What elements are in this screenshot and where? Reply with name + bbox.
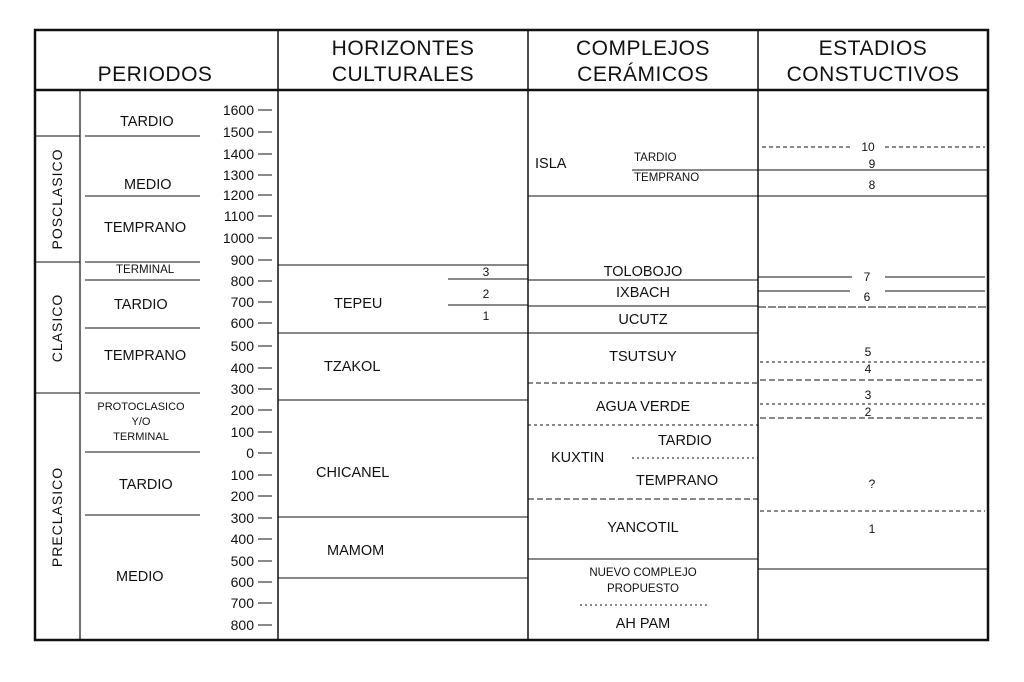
stage-6: 6	[863, 290, 871, 304]
header-complejos-line-2: CERÁMICOS	[577, 63, 709, 87]
subperiod-preclasico-medio: MEDIO	[116, 569, 164, 585]
tepeu-phase-1: 1	[482, 309, 490, 323]
timeline-label: 600	[230, 315, 254, 331]
complex-ucutz: UCUTZ	[618, 312, 668, 328]
complex-nuevo-line-2: PROPUESTO	[607, 583, 679, 596]
timeline-label: 700	[230, 294, 254, 310]
timeline-label: 700	[230, 595, 254, 611]
stage-5: 5	[864, 345, 872, 359]
subperiod-protoclasico	[86, 400, 196, 445]
timeline-label: 600	[230, 574, 254, 590]
timeline-label: 300	[230, 381, 254, 397]
subperiod-posclasico-medio: MEDIO	[124, 177, 172, 193]
complex-ah-pam: AH PAM	[615, 616, 671, 632]
timeline-label: 500	[230, 338, 254, 354]
period-preclasico: PRECLASICO	[49, 466, 65, 568]
period-clasico: CLASICO	[49, 293, 65, 363]
timeline-label: 1500	[222, 124, 254, 140]
timeline-label: 1300	[222, 167, 254, 183]
subperiod-protoclasico-line-2: Y/O	[131, 415, 151, 428]
header-estadios-line-2: CONSTUCTIVOS	[786, 63, 960, 87]
stage-2: 2	[864, 405, 872, 419]
header-complejos	[528, 36, 758, 89]
subperiod-protoclasico-line-1: PROTOCLASICO	[97, 401, 185, 413]
timeline-label: 1000	[222, 230, 254, 246]
complex-kuxtin-temprano: TEMPRANO	[636, 473, 719, 489]
stage-unknown: ?	[868, 477, 876, 491]
horizon-tzakol: TZAKOL	[324, 359, 381, 375]
timeline-label: 200	[230, 402, 254, 418]
timeline-label: 1400	[222, 146, 254, 162]
complex-nuevo-propuesto	[528, 565, 758, 597]
timeline-label: 300	[230, 510, 254, 526]
horizon-mamom: MAMOM	[327, 543, 385, 559]
header-complejos-line-1: COMPLEJOS	[575, 37, 711, 60]
header-horizontes-line-2: CULTURALES	[331, 63, 475, 87]
stage-7: 7	[863, 270, 871, 284]
timeline-label: 0	[246, 445, 254, 461]
header-estadios	[758, 36, 988, 89]
subperiod-posclasico-tardio: TARDIO	[120, 114, 174, 130]
stage-9: 9	[868, 157, 876, 171]
subperiod-clasico-terminal: TERMINAL	[116, 264, 175, 276]
tepeu-phase-2: 2	[482, 287, 490, 301]
timeline-label: 400	[230, 360, 254, 376]
complex-nuevo-line-1: NUEVO COMPLEJO	[589, 567, 697, 579]
subperiod-protoclasico-line-3: TERMINAL	[113, 430, 169, 443]
timeline-label: 100	[230, 424, 254, 440]
timeline-label: 500	[230, 553, 254, 569]
subperiod-posclasico-temprano: TEMPRANO	[104, 220, 187, 236]
timeline-ticks	[258, 110, 272, 625]
horizon-chicanel: CHICANEL	[316, 465, 390, 481]
header-horizontes	[278, 36, 528, 89]
timeline-label: 1600	[222, 102, 254, 118]
horizon-tepeu: TEPEU	[334, 296, 383, 312]
complex-kuxtin-tardio: TARDIO	[658, 433, 712, 449]
complex-tolobojo: TOLOBOJO	[603, 264, 683, 280]
timeline-label: 400	[230, 531, 254, 547]
stage-4: 4	[864, 362, 872, 376]
stage-8: 8	[868, 178, 876, 192]
complex-kuxtin: KUXTIN	[551, 450, 605, 466]
period-posclasico: POSCLASICO	[49, 148, 65, 250]
complex-agua-verde: AGUA VERDE	[595, 399, 691, 415]
header-periodos: PERIODOS	[97, 63, 213, 86]
timeline-label: 800	[230, 273, 254, 289]
header-horizontes-line-1: HORIZONTES	[331, 37, 475, 60]
subperiod-clasico-tardio: TARDIO	[114, 297, 168, 313]
complex-yancotil: YANCOTIL	[607, 520, 679, 536]
complex-isla-tardio: TARDIO	[634, 152, 677, 164]
header-estadios-line-1: ESTADIOS	[818, 37, 928, 60]
stage-10: 10	[861, 140, 875, 154]
stage-1: 1	[868, 522, 876, 536]
timeline-label: 200	[230, 488, 254, 504]
complex-tsutsuy: TSUTSUY	[609, 349, 677, 365]
complex-isla: ISLA	[535, 156, 567, 172]
timeline-label: 900	[230, 252, 254, 268]
timeline-label: 800	[230, 617, 254, 633]
complex-ixbach: IXBACH	[616, 285, 670, 301]
stage-3: 3	[864, 388, 872, 402]
tepeu-phase-3: 3	[482, 265, 490, 279]
timeline-label: 1100	[223, 208, 254, 224]
subperiod-preclasico-tardio: TARDIO	[119, 477, 173, 493]
subperiod-clasico-temprano: TEMPRANO	[104, 348, 187, 364]
complex-isla-temprano: TEMPRANO	[634, 172, 700, 184]
timeline-label: 1200	[222, 187, 254, 203]
timeline-label: 100	[230, 467, 254, 483]
